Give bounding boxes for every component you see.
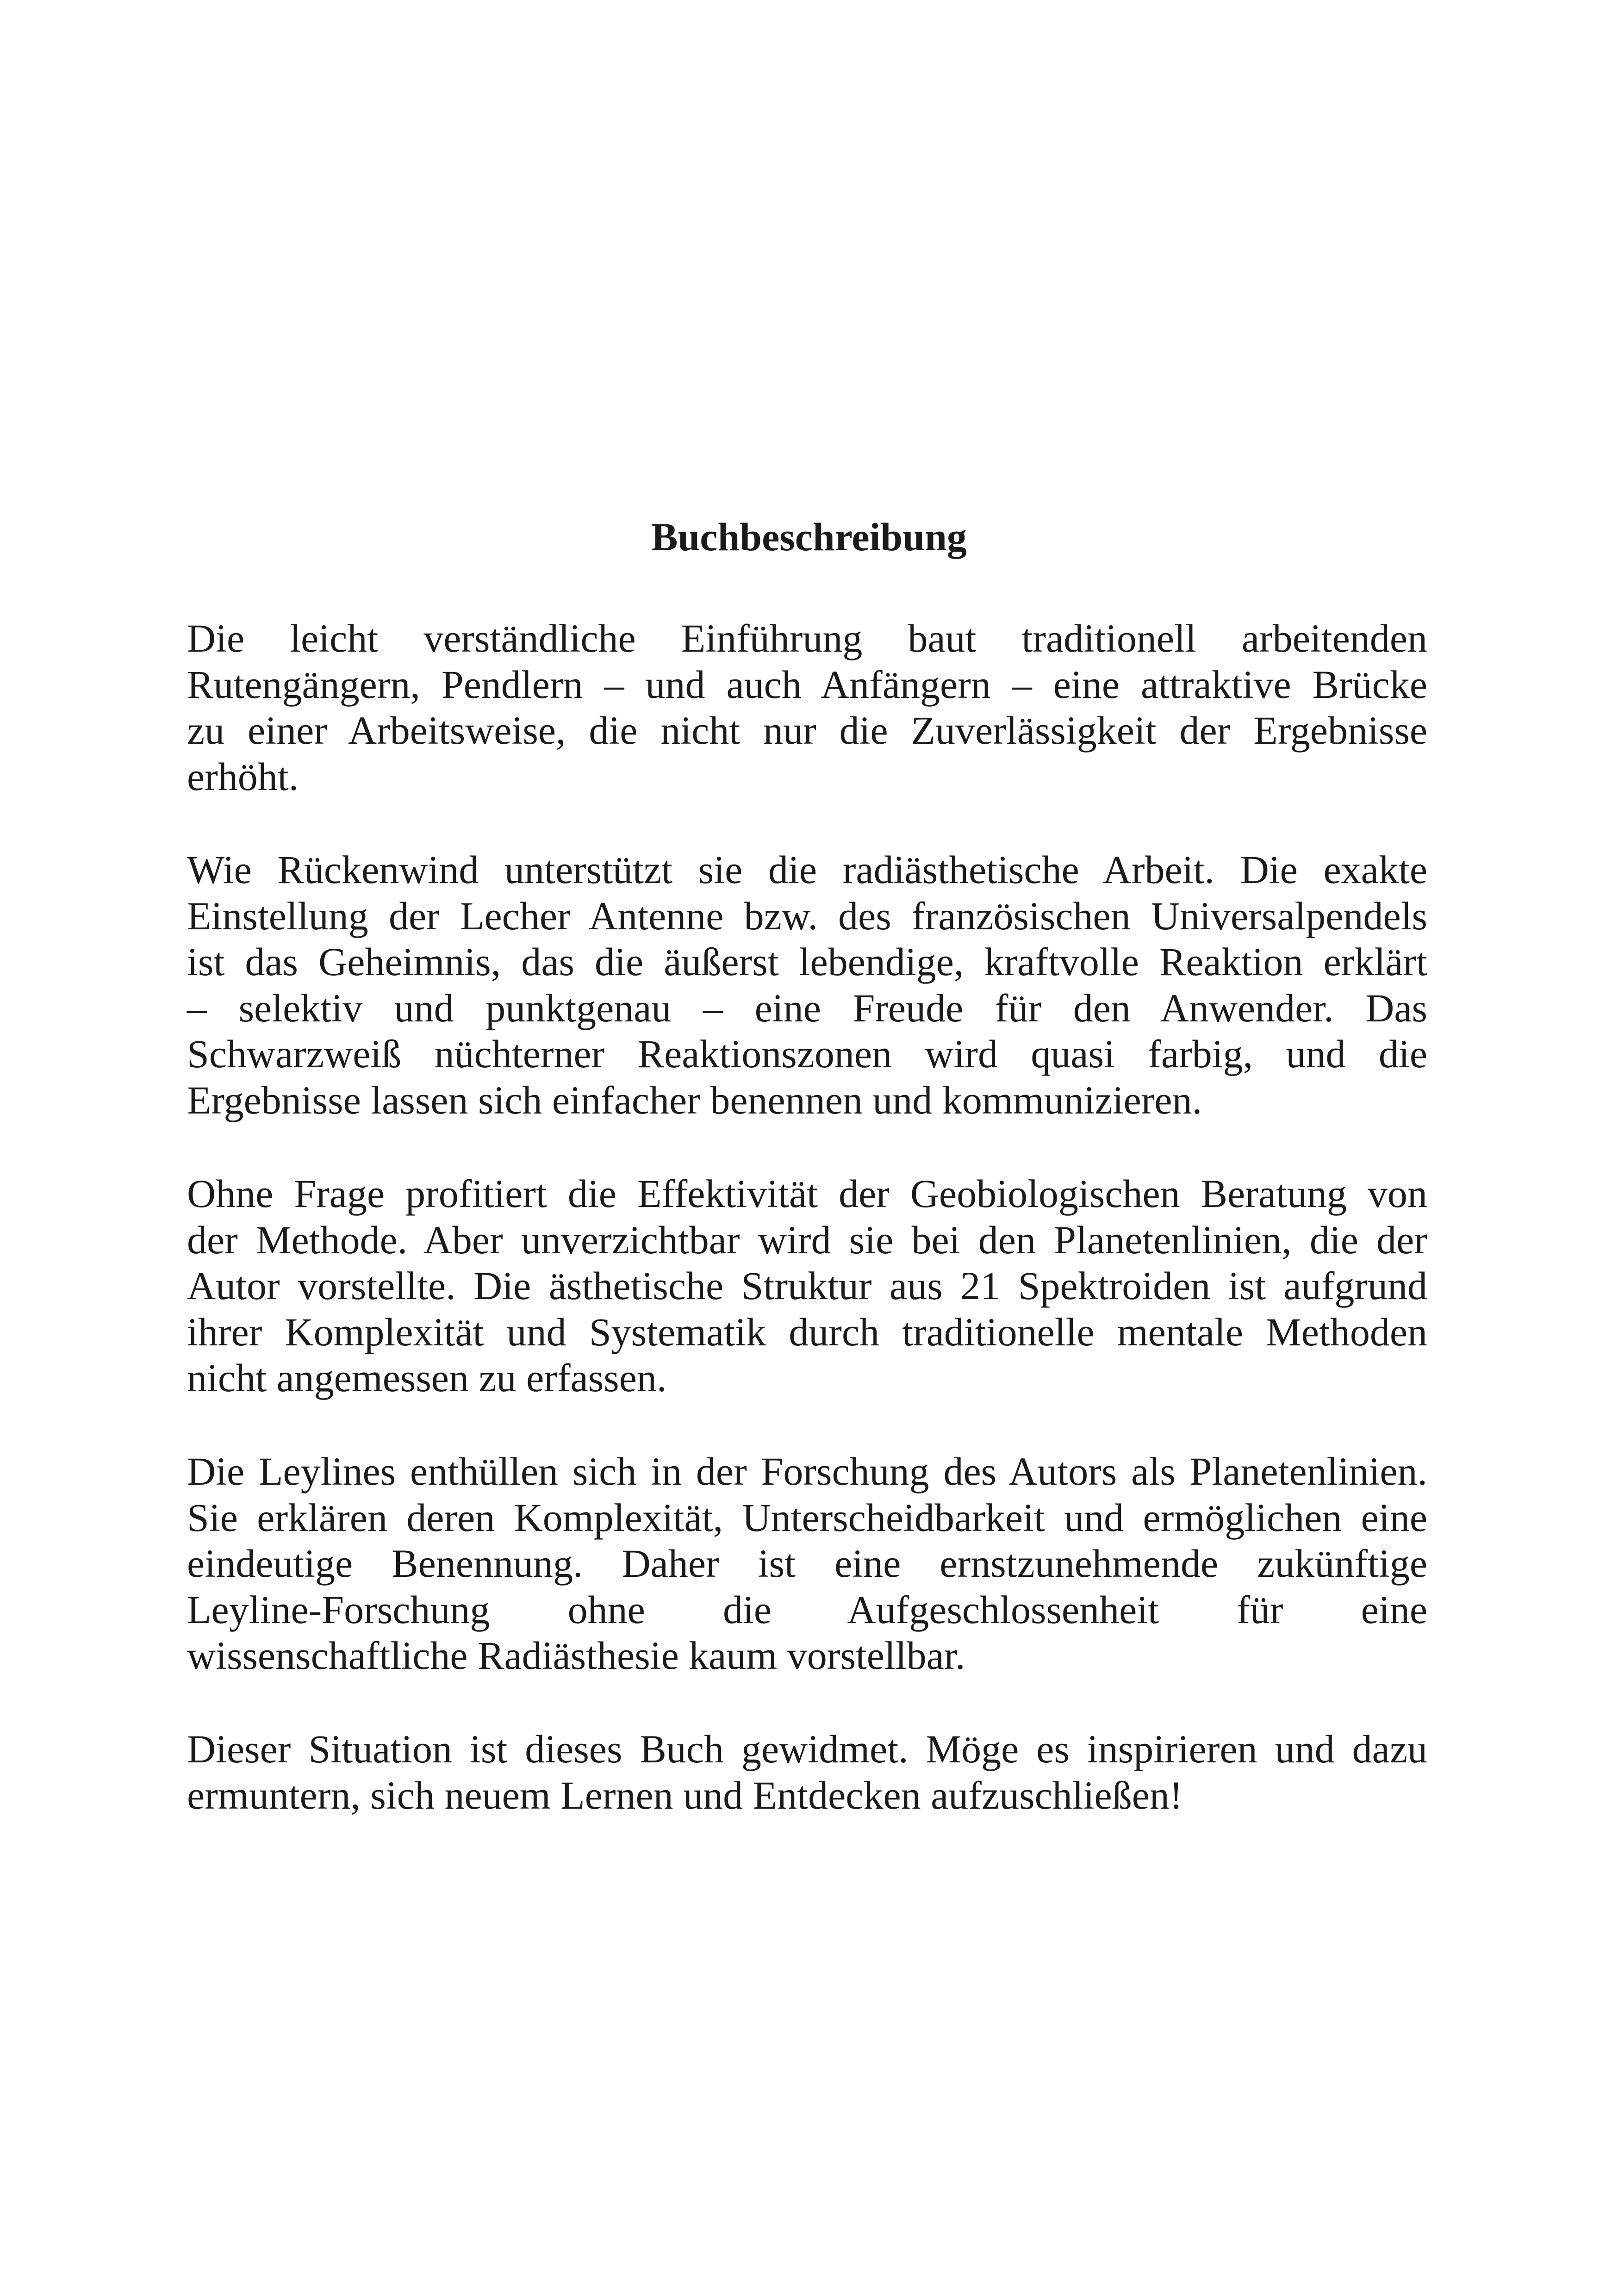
text-line: Die leicht verständliche Einführung baut traditionell arbeitenden xyxy=(187,616,1427,660)
text-line: Einstellung der Lecher Antenne bzw. des französischen Universalpendels xyxy=(187,893,1427,938)
text-line: – selektiv und punktgenau – eine Freude für den Anwender. Das xyxy=(187,985,1427,1030)
page-heading: Buchbeschreibung xyxy=(651,515,967,559)
paragraph-4 xyxy=(187,1449,1427,1679)
text-line: Ohne Frage profitiert die Effektivität der Geobiologischen Beratung von xyxy=(187,1171,1427,1216)
text-line: ihrer Komplexität und Systematik durch traditionelle mentale Methoden xyxy=(187,1309,1427,1354)
text-line: erhöht. xyxy=(187,754,299,799)
text-line: Rutengängern, Pendlern – und auch Anfängern – eine attraktive Brücke xyxy=(187,662,1427,707)
text-line: Autor vorstellte. Die ästhetische Struktur aus 21 Spektroiden ist aufgrund xyxy=(187,1263,1427,1308)
paragraph-2 xyxy=(187,847,1427,1123)
text-line: Schwarzweiß nüchterner Reaktionszonen wird quasi farbig, und die xyxy=(187,1032,1427,1076)
text-line: ist das Geheimnis, das die äußerst lebendige, kraftvolle Reaktion erklärt xyxy=(187,940,1427,984)
text-line: Die Leylines enthüllen sich in der Forschung des Autors als Planetenlinien. xyxy=(187,1449,1427,1493)
text-line: Leyline-Forschung ohne die Aufgeschlossenheit für eine xyxy=(187,1587,1427,1632)
text-line: Ergebnisse lassen sich einfacher benennen und kommunizieren. xyxy=(187,1077,1202,1122)
paragraph-5 xyxy=(187,1726,1427,1818)
paragraph-1 xyxy=(187,616,1427,800)
text-line: der Methode. Aber unverzichtbar wird sie bei den Planetenlinien, die der xyxy=(187,1217,1427,1262)
text-line: eindeutige Benennung. Daher ist eine ernstzunehmende zukünftige xyxy=(187,1541,1427,1586)
text-line: zu einer Arbeitsweise, die nicht nur die Zuverlässigkeit der Ergebnisse xyxy=(187,708,1427,753)
paragraph-3 xyxy=(187,1171,1427,1401)
text-line: nicht angemessen zu erfassen. xyxy=(187,1356,667,1400)
text-line: wissenschaftliche Radiästhesie kaum vorstellbar. xyxy=(187,1633,965,1678)
text-line: Dieser Situation ist dieses Buch gewidmet. Möge es inspirieren und dazu xyxy=(187,1727,1427,1771)
text-line: Sie erklären deren Komplexität, Unterscheidbarkeit und ermöglichen eine xyxy=(187,1495,1427,1540)
text-line: Wie Rückenwind unterstützt sie die radiästhetische Arbeit. Die exakte xyxy=(187,847,1427,892)
text-line: ermuntern, sich neuem Lernen und Entdecken aufzuschließen! xyxy=(187,1773,1183,1817)
